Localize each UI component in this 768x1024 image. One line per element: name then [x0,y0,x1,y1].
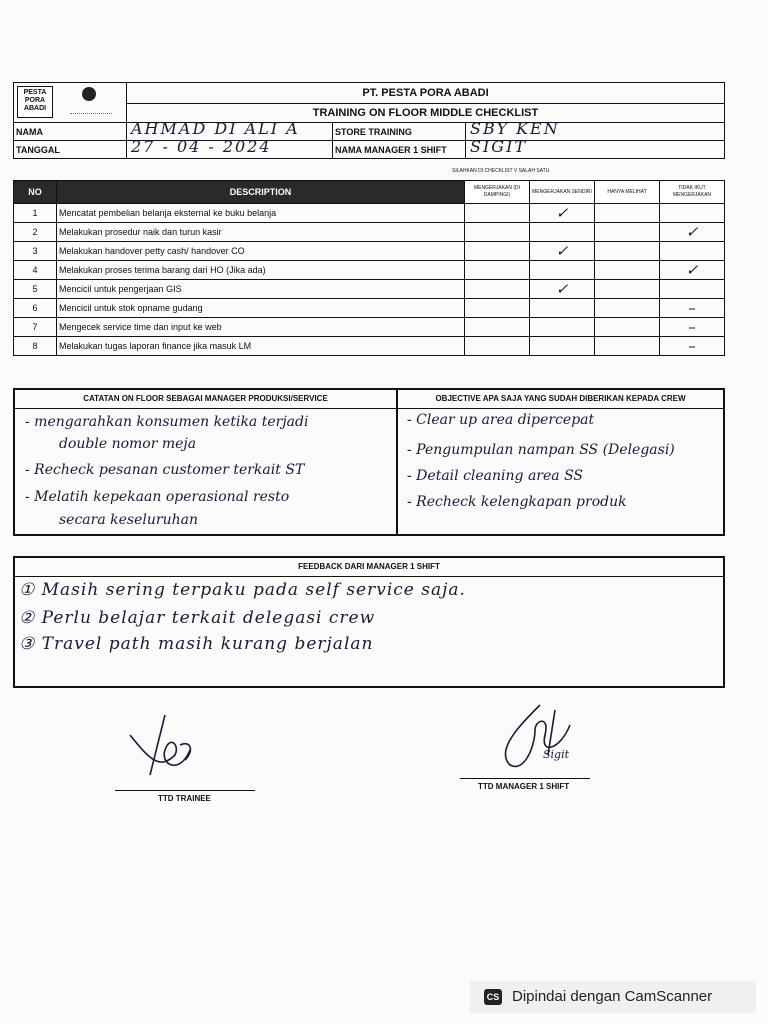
row-desc: Melakukan proses terima barang dari HO (Jika ada) [57,261,465,280]
store-label: STORE TRAINING [333,123,466,141]
row-no: 2 [14,223,57,242]
row-desc: Melakukan handover petty cash/ handover CO [57,242,465,261]
col-no-header: NO [14,181,57,204]
check-c [595,299,660,318]
row-no: 6 [14,299,57,318]
check-c [595,223,660,242]
note-left-line: double nomor meja [59,436,197,452]
notes-divider [396,390,398,534]
camscanner-logo-icon: CS [484,989,502,1005]
table-row [14,242,725,261]
trainee-signature [120,705,210,780]
check-b: ✓ [530,204,595,223]
form-title: TRAINING ON FLOOR MIDDLE CHECKLIST [127,104,725,123]
manager-signature-line [460,778,590,779]
check-c [595,337,660,356]
trainee-label: TTD TRAINEE [158,794,211,803]
checklist-table [13,180,725,356]
row-desc: Mencatat pembelian belanja eksternal ke buku belanja [57,204,465,223]
check-a [465,261,530,280]
note-left-line: - mengarahkan konsumen ketika terjadi [25,414,309,430]
check-a [465,223,530,242]
nama-value: AHMAD DI ALI A [131,119,300,138]
row-desc: Melakukan tugas laporan finance jika masuk LM [57,337,465,356]
check-b [530,261,595,280]
header-table [13,82,725,159]
check-d: – [660,318,725,337]
check-b [530,337,595,356]
table-row [14,318,725,337]
check-d [660,242,725,261]
table-row [14,223,725,242]
row-no: 8 [14,337,57,356]
note-left-line: - Melatih kepekaan operasional resto [25,489,290,505]
company-name: PT. PESTA PORA ABADI [127,83,725,104]
check-d: ✓ [660,261,725,280]
manager-signature [490,695,600,780]
row-no: 3 [14,242,57,261]
table-row [14,204,725,223]
table-row [14,280,725,299]
brand-mark-icon [82,87,96,101]
row-desc: Melakukan prosedur naik dan turun kasir [57,223,465,242]
row-desc: Mencicil untuk stok opname gudang [57,299,465,318]
manager-sign-name: Sigit [543,748,570,761]
tanggal-field [127,137,333,159]
check-b [530,318,595,337]
company-logo: PESTA PORA ABADI [17,86,53,118]
tanggal-value: 27 - 04 - 2024 [131,137,272,156]
col-b-header: MENGERJAKAN SENDIRI [530,181,595,204]
table-row [14,299,725,318]
check-a [465,299,530,318]
check-b [530,223,595,242]
feedback-line: ② Perlu belajar terkait delegasi crew [19,608,376,628]
table-row [14,261,725,280]
nama-label: NAMA [14,123,127,141]
checklist-instruction: SILAHKAN DI CHECKLIST V SALAH SATU [452,168,550,174]
check-d: ✓ [660,223,725,242]
notes-right-title: OBJECTIVE APA SAJA YANG SUDAH DIBERIKAN KEPADA CREW [398,390,723,409]
manager-value: SIGIT [470,137,528,156]
note-right-line: - Pengumpulan nampan SS (Delegasi) [407,442,675,458]
check-b: ✓ [530,280,595,299]
check-c [595,280,660,299]
check-c [595,242,660,261]
check-a [465,280,530,299]
row-no: 4 [14,261,57,280]
feedback-section [13,556,725,688]
notes-left-title: CATATAN ON FLOOR SEBAGAI MANAGER PRODUKSI/SERVICE [15,390,396,409]
col-d-header: TIDAK IKUT MENGERJAKAN [660,181,725,204]
logo-cell [14,83,127,123]
note-right-line: - Detail cleaning area SS [407,468,583,484]
check-d [660,204,725,223]
col-desc-header: DESCRIPTION [57,181,465,204]
check-c [595,204,660,223]
note-right-line: - Clear up area dipercepat [407,412,595,428]
note-left-line: - Recheck pesanan customer terkait ST [25,462,305,478]
row-no: 7 [14,318,57,337]
check-a [465,337,530,356]
check-c [595,261,660,280]
note-left-line: secara keseluruhan [59,512,198,528]
table-row [14,337,725,356]
check-b [530,299,595,318]
trainee-signature-line [115,790,255,791]
store-value: SBY KEN [470,119,560,138]
row-no: 5 [14,280,57,299]
feedback-line: ① Masih sering terpaku pada self service saja. [19,580,466,600]
col-a-header: MENGERJAKAN (DI DAMPINGI) [465,181,530,204]
manager-signature-label: TTD MANAGER 1 SHIFT [478,782,570,791]
check-a [465,318,530,337]
check-d [660,280,725,299]
check-c [595,318,660,337]
camscanner-watermark [470,981,756,1013]
manager-label: NAMA MANAGER 1 SHIFT [333,141,466,159]
row-desc: Mencicil untuk pengerjaan GIS [57,280,465,299]
row-no: 1 [14,204,57,223]
check-b: ✓ [530,242,595,261]
feedback-line: ③ Travel path masih kurang berjalan [19,634,374,654]
notes-section [13,388,725,536]
feedback-title: FEEDBACK DARI MANAGER 1 SHIFT [15,558,723,577]
manager-field [466,137,725,159]
tanggal-label: TANGGAL [14,141,127,159]
check-a [465,242,530,261]
row-desc: Mengecek service time dan input ke web [57,318,465,337]
check-a [465,204,530,223]
note-right-line: - Recheck kelengkapan produk [407,494,627,510]
check-d: – [660,299,725,318]
brand-mark-icon [70,103,112,114]
check-d: – [660,337,725,356]
col-c-header: HANYA MELIHAT [595,181,660,204]
camscanner-text: Dipindai dengan CamScanner [512,988,713,1005]
